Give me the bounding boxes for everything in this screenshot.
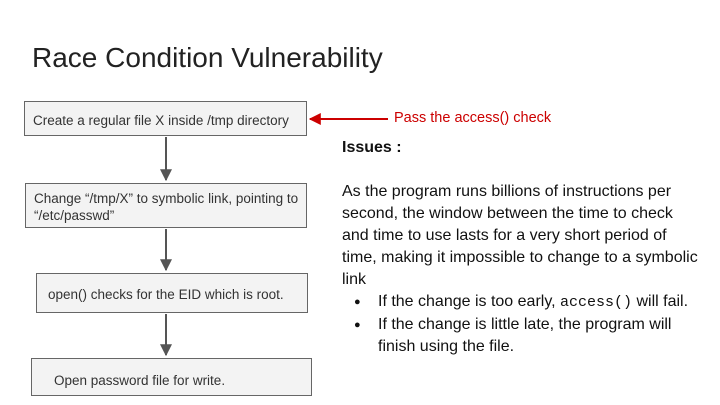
- issues-heading: Issues :: [342, 139, 402, 156]
- slide-title: Race Condition Vulnerability: [32, 42, 383, 73]
- flow-step-change-symlink: Change “/tmp/X” to symbolic link, pointing to “/etc/passwd”: [25, 183, 307, 228]
- bullet-dot-icon: ●: [354, 296, 361, 308]
- flow-step-create-file: Create a regular file X inside /tmp directory: [24, 101, 307, 136]
- issues-bullet-list: [342, 291, 702, 358]
- issues-bullet-1-code: access(): [560, 294, 633, 311]
- bullet-dot-icon: ●: [354, 319, 361, 331]
- flow-step-open-password: Open password file for write.: [31, 358, 312, 396]
- issues-bullet-1-after: will fail.: [632, 293, 689, 310]
- issues-bullet-1: [342, 291, 702, 314]
- issues-body: [342, 181, 702, 358]
- issues-bullet-2-text: If the change is little late, the program will finish using the file.: [378, 316, 672, 355]
- annotation-label: Pass the access() check: [394, 110, 552, 126]
- issues-bullet-1-before: If the change is too early,: [378, 293, 561, 310]
- issues-bullet-2: [342, 314, 702, 358]
- flow-step-open-check: open() checks for the EID which is root.: [36, 273, 308, 313]
- issues-paragraph: As the program runs billions of instructions per second, the window between the time to check and time to use lasts for a very short period of time, making it impossible to change to a symbolic link: [342, 183, 698, 288]
